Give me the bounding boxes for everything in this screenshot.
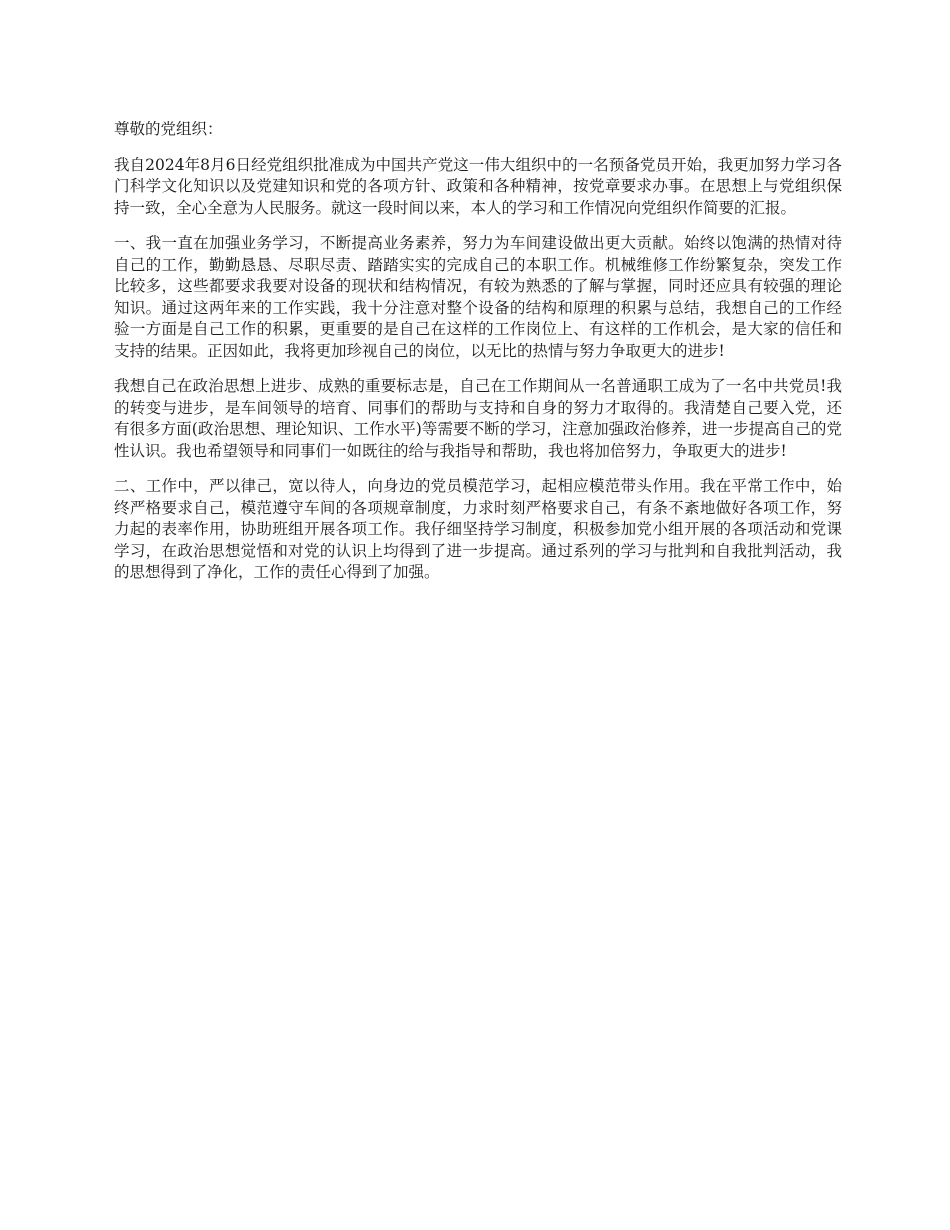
document-body — [114, 119, 842, 598]
paragraph-section-one: 一、我一直在加强业务学习，不断提高业务素养，努力为车间建设做出更大贡献。始终以饱满的热情对待自己的工作，勤勤恳恳、尽职尽责、踏踏实实的完成自己的本职工作。机械维修工作纷繁复杂，突发工作比较多，这些都要求我要对设备的现状和结构情况，有较为熟悉的了解与掌握，同时还应具有较强的理论知识。通过这两年来的工作实践，我十分注意对整个设备的结构和原理的积累与总结，我想自己的工作经验一方面是自己工作的积累，更重要的是自己在这样的工作岗位上、有这样的工作机会，是大家的信任和支持的结果。正因如此，我将更加珍视自己的岗位，以无比的热情与努力争取更大的进步! — [114, 234, 842, 360]
paragraph-section-two: 二、工作中，严以律己，宽以待人，向身边的党员模范学习，起相应模范带头作用。我在平常工作中，始终严格要求自己，模范遵守车间的各项规章制度，力求时刻严格要求自己，有条不紊地做好各项工作，努力起的表率作用，协助班组开展各项工作。我仔细坚持学习制度，积极参加党小组开展的各项活动和党课学习，在政治思想觉悟和对党的认识上均得到了进一步提高。通过系列的学习与批判和自我批判活动，我的思想得到了净化，工作的责任心得到了加强。 — [114, 477, 842, 581]
greeting-line: 尊敬的党组织： — [114, 120, 223, 138]
paragraph-intro: 我自2024年8月6日经党组织批准成为中国共产党这一伟大组织中的一名预备党员开始，我更加努力学习各门科学文化知识以及党建知识和党的各项方针、政策和各种精神，按党章要求办事。在思想上与党组织保持一致，全心全意为人民服务。就这一段时间以来，本人的学习和工作情况向党组织作简要的汇报。 — [114, 155, 842, 217]
paragraph-political-progress: 我想自己在政治思想上进步、成熟的重要标志是，自己在工作期间从一名普通职工成为了一名中共党员!我的转变与进步，是车间领导的培育、同事们的帮助与支持和自身的努力才取得的。我清楚自己要入党，还有很多方面(政治思想、理论知识、工作水平)等需要不断的学习，注意加强政治修养，进一步提高自己的党性认识。我也希望领导和同事们一如既往的给与我指导和帮助，我也将加倍努力，争取更大的进步! — [114, 377, 842, 460]
